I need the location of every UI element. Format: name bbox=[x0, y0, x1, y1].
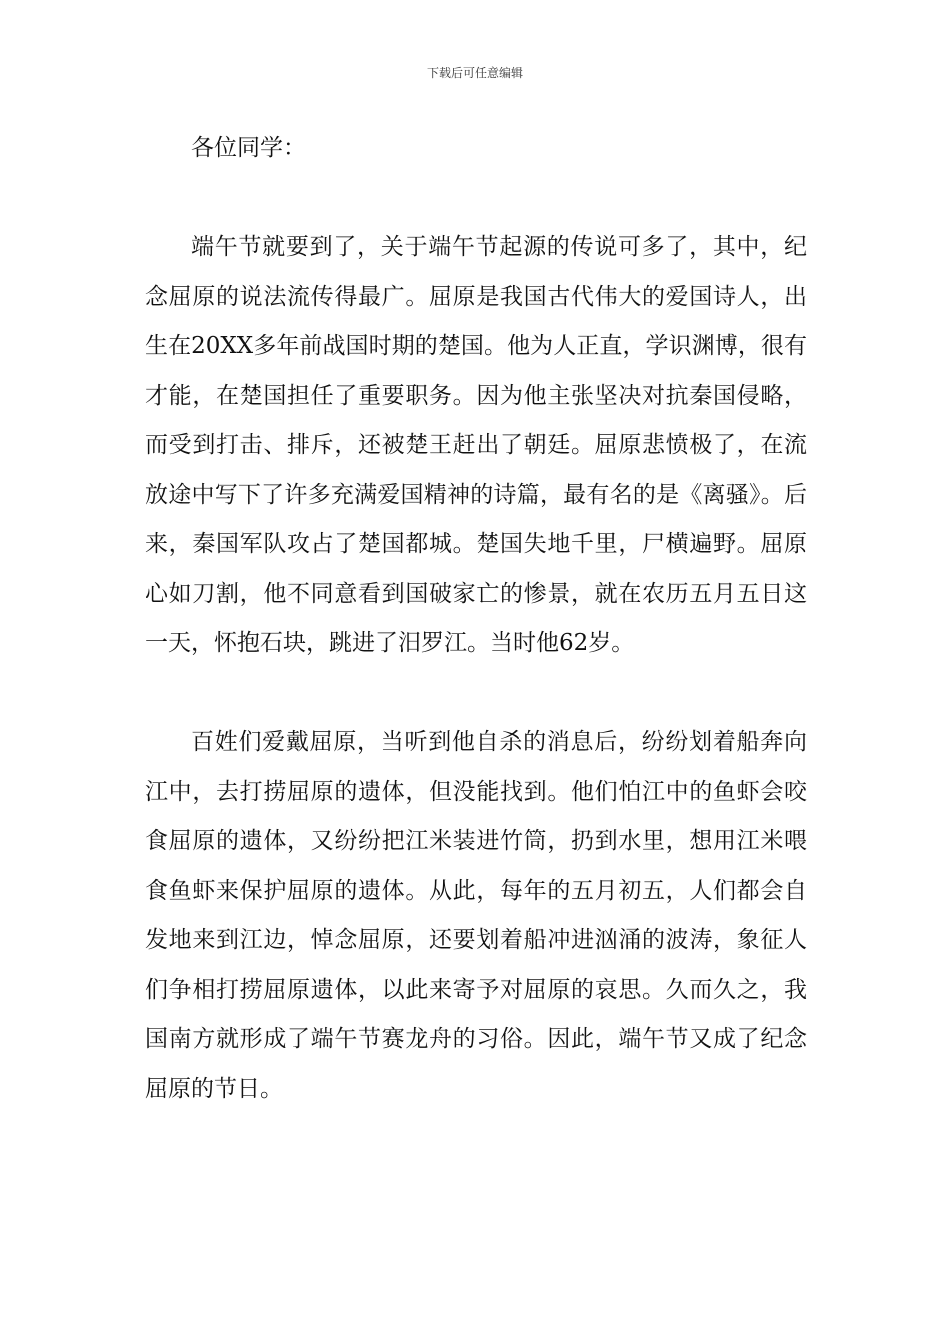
document-body bbox=[145, 124, 807, 1114]
paragraph-dragon-boat-custom: 百姓们爱戴屈原，当听到他自杀的消息后，纷纷划着船奔向江中，去打捞屈原的遗体，但没能找到。他们怕江中的鱼虾会咬食屈原的遗体，又纷纷把江米装进竹筒，扔到水里，想用江米喂食鱼虾来保护屈原的遗体。从此，每年的五月初五，人们都会自发地来到江边，悼念屈原，还要划着船冲进汹涌的波涛，象征人们争相打捞屈原遗体，以此来寄予对屈原的哀思。久而久之，我国南方就形成了端午节赛龙舟的习俗。因此，端午节又成了纪念屈原的节日。 bbox=[145, 729, 807, 1102]
paragraph-gap bbox=[145, 669, 807, 719]
page-header-note: 下载后可任意编辑 bbox=[426, 66, 523, 80]
paragraph-origin-legend: 端午节就要到了，关于端午节起源的传说可多了，其中，纪念屈原的说法流传得最广。屈原是我国古代伟大的爱国诗人，出生在20XX多年前战国时期的楚国。他为人正直，学识渊博，很有才能，在楚国担任了重要职务。因为他主张坚决对抗秦国侵略，而受到打击、排斥，还被楚王赶出了朝廷。屈原悲愤极了，在流放途中写下了许多充满爱国精神的诗篇，最有名的是《离骚》。后来，秦国军队攻占了楚国都城。楚国失地千里，尸横遍野。屈原心如刀割，他不同意看到国破家亡的惨景，就在农历五月五日这一天，怀抱石块，跳进了汨罗江。当时他62岁。 bbox=[145, 234, 807, 656]
salutation: 各位同学： bbox=[191, 135, 306, 161]
paragraph-gap bbox=[145, 174, 807, 224]
